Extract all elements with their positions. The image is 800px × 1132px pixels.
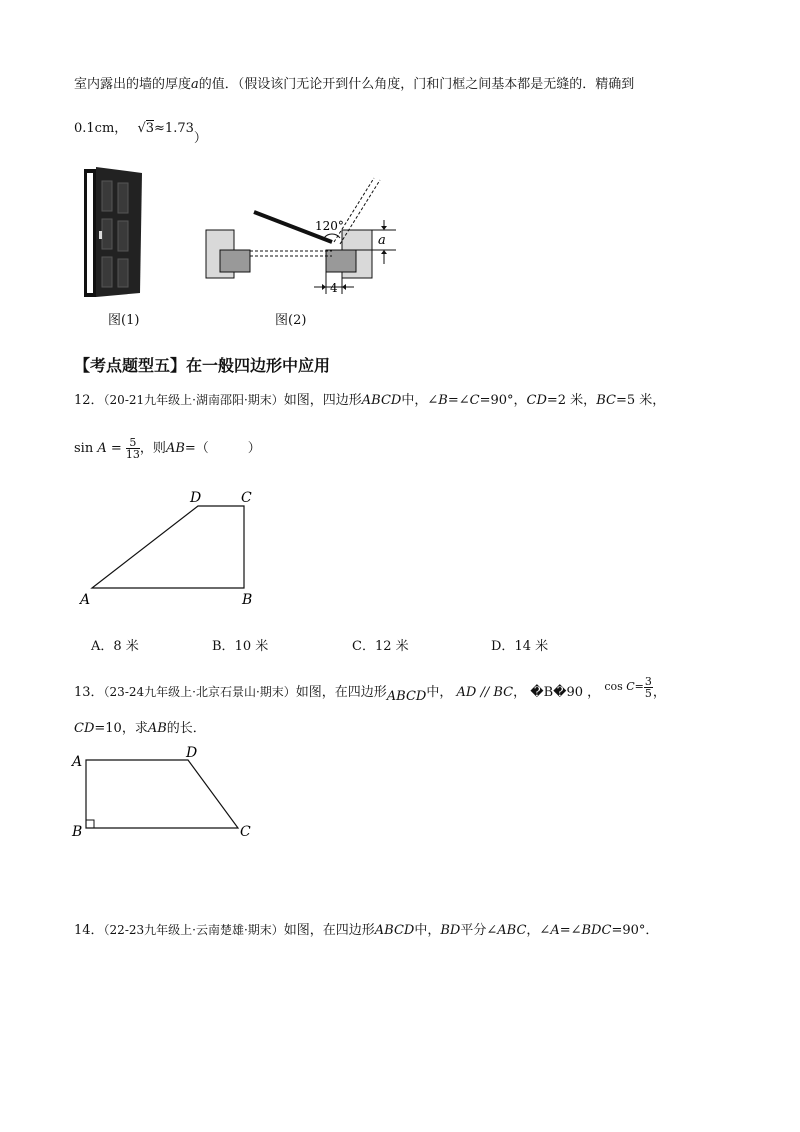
door-frame — [84, 169, 96, 297]
q13-quadrilateral — [86, 760, 238, 828]
right-angle-mark — [86, 820, 94, 828]
right-frame — [326, 250, 356, 272]
dim-4-label: 4 — [330, 281, 338, 295]
q13-label-d: D — [186, 745, 198, 761]
q12-label-c: C — [241, 490, 252, 506]
dim-a-label: a — [378, 233, 386, 248]
angle-label: 120° — [315, 219, 344, 233]
section-heading: 【考点题型五】在一般四边形中应用 — [74, 356, 331, 375]
q13-figure — [70, 744, 270, 844]
q13-label-b: B — [72, 824, 83, 840]
q13-line2: CD=10，求AB的长． — [74, 721, 206, 736]
q14-line1: 14．（22-23九年级上·云南楚雄·期末）如图，在四边形ABCD中，BD平分∠ABC，∠A=∠BDC=90°． — [74, 923, 659, 938]
sqrt-symbol: √3 — [137, 121, 155, 136]
q12-label-b: B — [242, 592, 253, 608]
q12-option-b[interactable]: B．10 米 — [212, 639, 269, 654]
q12-line2: sin A = $\frac{5}{13}$ ，则AB=（ ） — [74, 436, 261, 461]
q12-option-d[interactable]: D．14 米 — [491, 639, 549, 654]
door-figure — [82, 165, 146, 305]
door-panel — [96, 167, 142, 297]
q11-line2: 0.1cm， √3≈1.73） — [74, 121, 207, 146]
left-frame — [220, 250, 250, 272]
q12-label-d: D — [190, 490, 202, 506]
q12-line1: 12．（20-21九年级上·湖南邵阳·期末）如图，四边形ABCD中，∠B=∠C=90°，CD=2 米，BC=5 米， — [74, 393, 666, 408]
q13-label-c: C — [240, 824, 251, 840]
q12-option-c[interactable]: C．12 米 — [352, 639, 409, 654]
door-handle-icon — [99, 231, 102, 239]
q13-label-a: A — [72, 754, 83, 770]
q13-line1: 13．（23-24九年级上·北京石景山·期末）如图，在四边形ABCD中， AD // BC， �B�90 ， $^{cos C= \frac{3}{5}}$ ， — [74, 674, 666, 704]
q12-option-a[interactable]: A．8 米 — [91, 639, 139, 654]
fig1-caption: 图(1) — [108, 313, 140, 328]
q13-cos: cos C= 3 5 — [604, 674, 652, 700]
q12-label-a: A — [80, 592, 91, 608]
door-opening-diagram — [196, 172, 416, 300]
fig2-caption: 图(2) — [275, 313, 307, 328]
q11-line1: 室内露出的墙的厚度a的值．（假设该门无论开到什么角度，门和门框之间基本都是无缝的．精确到 — [74, 77, 635, 92]
q12-fraction: $\frac{5}{13}$ — [125, 436, 140, 461]
q12-quadrilateral — [92, 506, 244, 588]
q12-figure — [78, 486, 268, 610]
